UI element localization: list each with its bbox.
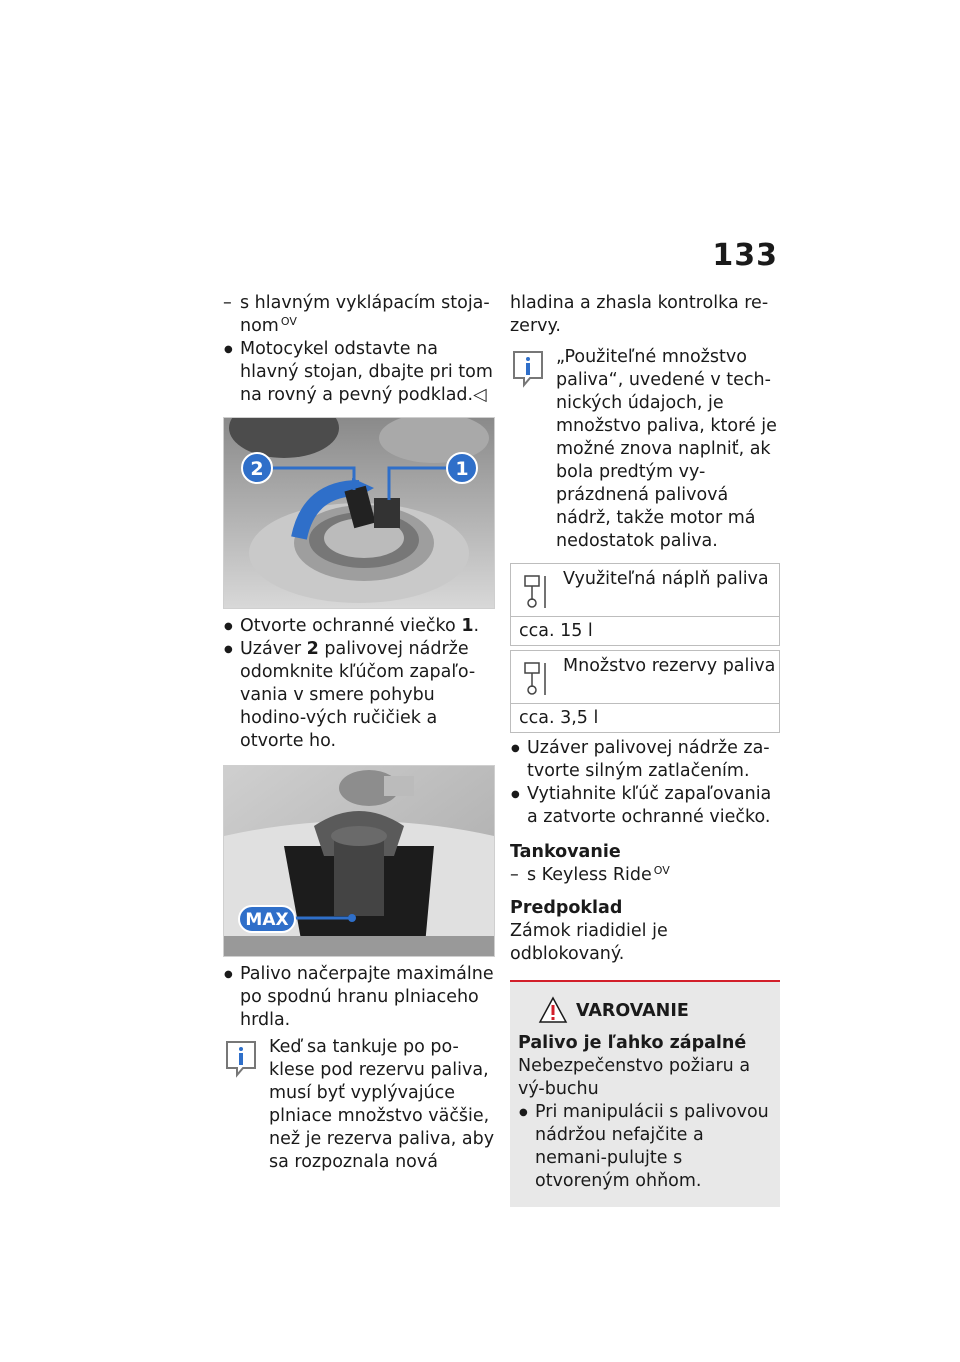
option-main-stand: – s hlavným vyklápacím stoja- nom $^{OV}$	[223, 292, 495, 338]
spec-reserve-fuel: Množstvo rezervy paliva cca. 3,5 l	[510, 650, 780, 733]
figure-fuel-cap-open	[223, 417, 495, 609]
step-remove-key: ● Vytiahnite kľúč zapaľovania a zatvorte ochranné viečko.	[510, 783, 780, 829]
info-note-reserve: Keď sa tankuje po po-klese pod rezervu paliva, musí byť vyplývajúce plniace množstvo väčšie, než je rezerva paliva, aby sa rozpoznala nová	[223, 1036, 495, 1174]
callout-2: 2	[250, 458, 264, 480]
step-unlock-cap: ● Uzáver 2 palivovej nádrže odomknite kľúčom zapaľo-vania v smere pohybu hodino-vých ručičiek a otvorte ho.	[223, 638, 495, 753]
option-keyless: – s Keyless Ride $^{OV}$	[510, 864, 780, 887]
info-icon	[510, 348, 546, 388]
warning-icon	[538, 996, 568, 1024]
step-close-cap: ● Uzáver palivovej nádrže za-tvorte silným zatlačením.	[510, 737, 780, 783]
spec-usable-fuel-value: cca. 15 l	[519, 621, 593, 641]
step-fill-fuel: ● Palivo načerpajte maximálne po spodnú hranu plniaceho hrdla.	[223, 963, 495, 1032]
warning-text: Nebezpečenstvo požiaru a vý-buchu	[518, 1056, 751, 1099]
fuel-pump-icon	[523, 574, 549, 610]
warning-box	[510, 980, 780, 1207]
page-number: 133	[712, 238, 778, 273]
section-heading-refuel: Tankovanie	[510, 842, 621, 862]
spec-usable-fuel: Využiteľná náplň paliva cca. 15 l	[510, 563, 780, 646]
spec-reserve-fuel-value: cca. 3,5 l	[519, 708, 599, 728]
left-column	[223, 292, 495, 1174]
info-icon	[223, 1038, 259, 1078]
figure-fill-max	[223, 765, 495, 957]
warning-subtitle: Palivo je ľahko zápalné	[518, 1033, 747, 1053]
prerequisite-text: Zámok riadidiel je odblokovaný.	[510, 921, 668, 964]
callout-max: MAX	[245, 910, 289, 930]
info-note-usable: „Použiteľné množstvo paliva“, uvedené v tech-nických údajoch, je množstvo paliva, ktoré je možné znova naplniť, ak bola predtým vy-prázdnená palivová nádrž, takže motor má nedostatok paliva.	[510, 346, 780, 553]
info-continuation: hladina a zhasla kontrolka re-zervy.	[510, 293, 769, 336]
warning-instruction: ● Pri manipulácii s palivovou nádržou nefajčite a nemani-pulujte s otvoreným ohňom.	[518, 1101, 772, 1193]
fuel-pump-icon	[523, 661, 549, 697]
step-open-cover: ● Otvorte ochranné viečko 1.	[223, 615, 495, 638]
right-column	[510, 292, 780, 1207]
step-park-motorcycle: ● Motocykel odstavte na hlavný stojan, dbajte pri tom na rovný a pevný podklad.◁	[223, 338, 495, 407]
callout-1: 1	[455, 458, 469, 480]
heading-prerequisite: Predpoklad	[510, 898, 623, 918]
warning-title: VAROVANIE	[576, 1001, 689, 1021]
